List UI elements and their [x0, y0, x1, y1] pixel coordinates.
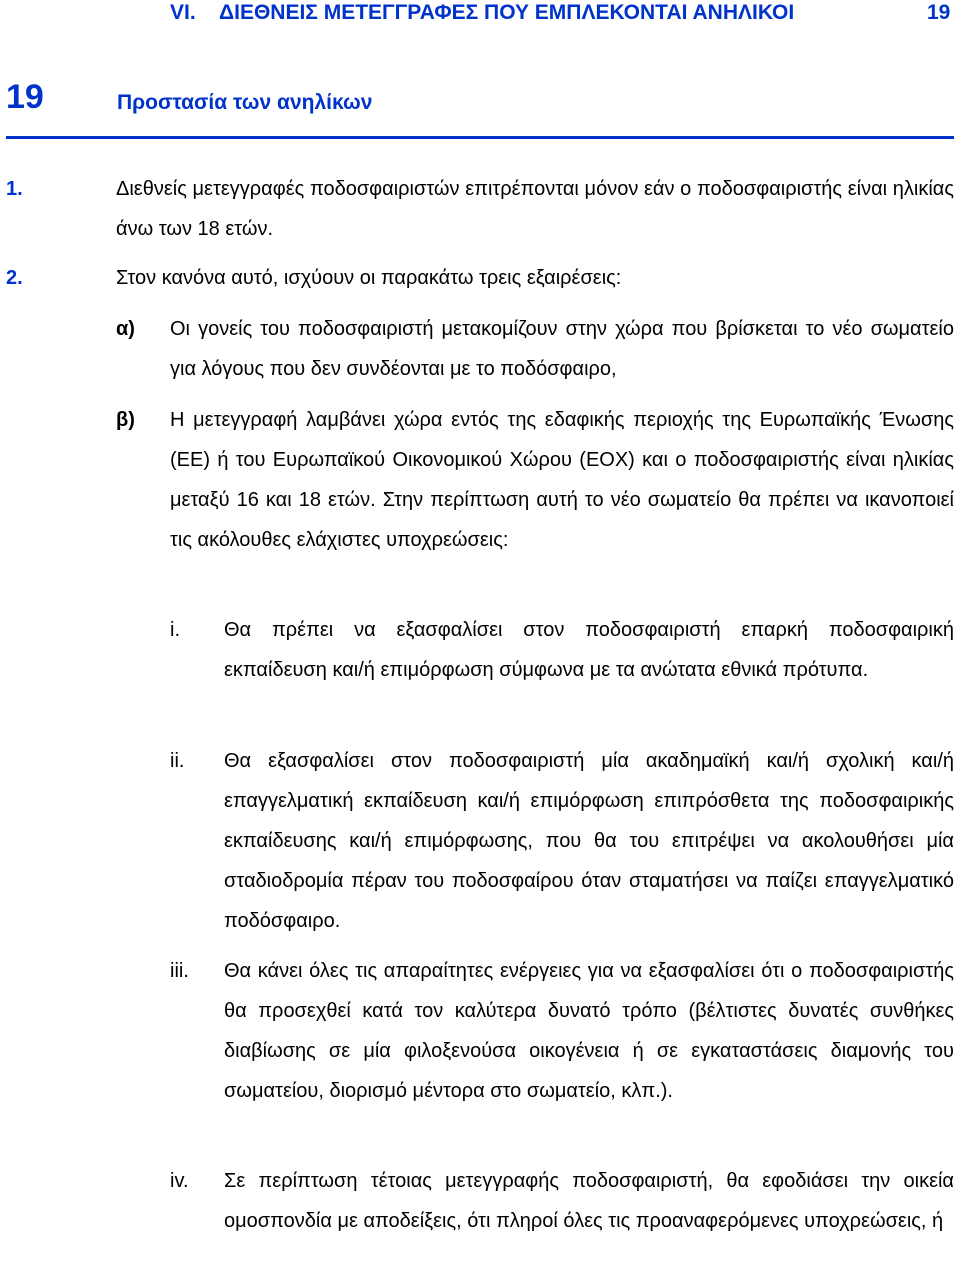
obligation-label: iv. [170, 1170, 189, 1192]
obligation-text: Θα πρέπει να εξασφαλίσει στον ποδοσφαιριστή επαρκή ποδοσφαιρική εκπαίδευση και/ή επιμόρφωση σύμφωνα με τα ανώτατα εθνικά πρότυπα. [224, 619, 954, 681]
obligation-label: i. [170, 619, 180, 641]
page-number: 19 [927, 1, 951, 24]
obligation-text: Θα εξασφαλίσει στον ποδοσφαιριστή μία ακαδημαϊκή και/ή σχολική και/ή επαγγελματική εκπαίδευση και/ή επιμόρφωση επιπρόσθετα της ποδοσφαιρικής εκπαίδευσης και/ή επιμόρφωσης, που θα του επιτρέψει να ακολουθήσει μία σταδιοδρομία πέραν του ποδοσφαίρου όταν σταματήσει να παίζει επαγγελματικό ποδόσφαιρο. [224, 750, 954, 932]
chapter-title: VI. ΔΙΕΘΝΕΙΣ ΜΕΤΕΓΓΡΑΦΕΣ ΠΟΥ ΕΜΠΛΕΚΟΝΤΑΙ ΑΝΗΛΙΚΟΙ [170, 1, 795, 24]
obligation-label: iii. [170, 960, 189, 982]
obligation-text: Θα κάνει όλες τις απαραίτητες ενέργειες για να εξασφαλίσει ότι ο ποδοσφαιριστής θα προσεχθεί κατά τον καλύτερα δυνατό τρόπο (βέλτιστες δυνατές συνθήκες διαβίωσης σε μία φιλοξενούσα οικογένεια ή σε εγκαταστάσεις διαμονής του σωματείου, διορισμό μέντορα στο σωματείο, κλπ.). [224, 960, 954, 1102]
running-header [0, 0, 960, 30]
paragraph-text: Διεθνείς μετεγγραφές ποδοσφαιριστών επιτρέπονται μόνον εάν ο ποδοσφαιριστής είναι ηλικίας άνω των 18 ετών. [116, 178, 954, 240]
paragraph-number: 2. [6, 267, 23, 289]
paragraph-text: Στον κανόνα αυτό, ισχύουν οι παρακάτω τρεις εξαιρέσεις: [116, 267, 622, 289]
exception-label: β) [116, 409, 135, 431]
exception-text: Οι γονείς του ποδοσφαιριστή μετακομίζουν στην χώρα που βρίσκεται το νέο σωματείο για λόγους που δεν συνδέονται με το ποδόσφαιρο, [170, 318, 954, 380]
exception-text: Η μετεγγραφή λαμβάνει χώρα εντός της εδαφικής περιοχής της Ευρωπαϊκής Ένωσης (ΕΕ) ή του Ευρωπαϊκού Οικονομικού Χώρου (ΕΟΧ) και ο ποδοσφαιριστής είναι ηλικίας μεταξύ 16 και 18 ετών. Στην περίπτωση αυτή το νέο σωματείο θα πρέπει να ικανοποιεί τις ακόλουθες ελάχιστες υποχρεώσεις: [170, 409, 954, 551]
exception-label: α) [116, 318, 135, 340]
obligation-text: Σε περίπτωση τέτοιας μετεγγραφής ποδοσφαιριστή, θα εφοδιάσει την οικεία ομοσπονδία με αποδείξεις, ότι πληροί όλες τις προαναφερόμενες υποχρεώσεις, ή [224, 1170, 954, 1232]
section-heading [6, 78, 954, 140]
paragraph-number: 1. [6, 178, 23, 200]
section-number: 19 [6, 78, 44, 116]
section-divider [6, 136, 954, 139]
obligation-label: ii. [170, 750, 185, 772]
section-title: Προστασία των ανηλίκων [117, 91, 373, 114]
